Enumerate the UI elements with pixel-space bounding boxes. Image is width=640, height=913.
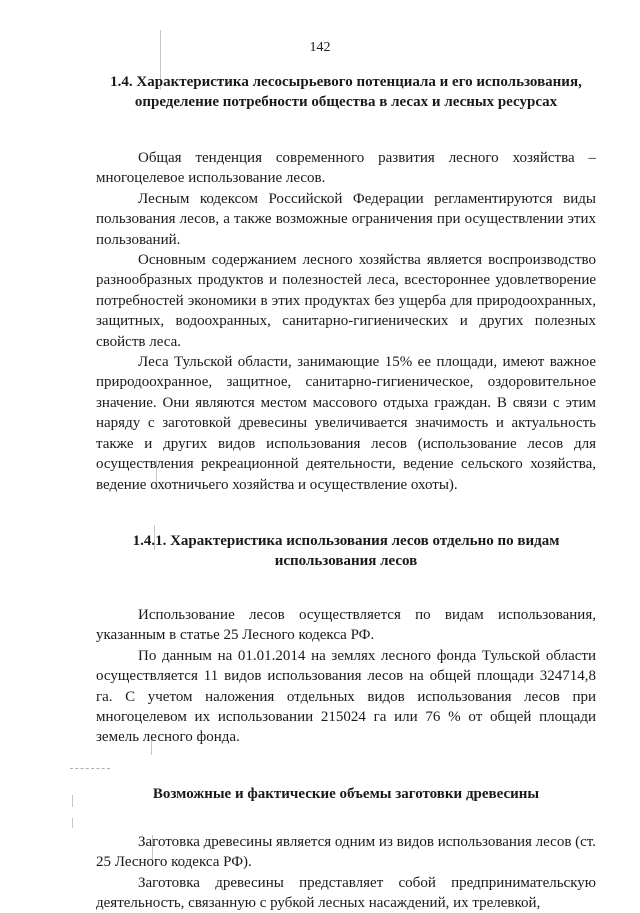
section-1-4-1-heading: 1.4.1. Характеристика использования лесов отдельно по видам использования лесов (132, 532, 560, 569)
paragraph: По данным на 01.01.2014 на землях лесного фонда Тульской области осуществляется 11 видов использования лесов на общей площади 324714,8 га. С учетом наложения отдельных видов использования лесов при многоцелевом их использовании 215024 га или 76 % от общей площади земель лесного фонда. (96, 647, 596, 746)
timber-volumes-heading: Возможные и фактические объемы заготовки древесины (152, 785, 540, 802)
paragraph: Заготовка древесины является одним из видов использования лесов (ст. 25 Лесного кодекса РФ). (96, 833, 596, 871)
document-content (96, 72, 596, 913)
section-1-4-heading: 1.4. Характеристика лесосырьевого потенциала и его использования, определение потребности общества в лесах и лесных ресурсах (110, 74, 582, 110)
scan-artifact-line (72, 795, 73, 807)
section-1-4-body (96, 148, 596, 495)
timber-volumes-body (96, 832, 596, 913)
paragraph: Лесным кодексом Российской Федерации регламентируются виды пользования лесов, а также возможные ограничения при осуществлении этих пользований. (96, 190, 596, 248)
section-1-4-1-body (96, 605, 596, 748)
paragraph: Общая тенденция современного развития лесного хозяйства – многоцелевое использование лесов. (96, 150, 596, 187)
page-number: 142 (309, 40, 331, 55)
paragraph: Леса Тульской области, занимающие 15% ее площади, имеют важное природоохранное, защитное, санитарно-гигиеническое, оздоровительное значение. Они являются местом массового отдыха граждан. В связи с этим наряду с заготовкой древесины увеличивается значимость и актуальность также и других видов использования лесов (использование лесов для осуществления рекреационной деятельности, ведение сельского хозяйства, ведение охотничьего хозяйства и осуществление охоты). (96, 354, 596, 493)
paragraph: Основным содержанием лесного хозяйства является воспроизводство разнообразных продуктов и полезностей леса, всестороннее удовлетворение потребностей экономики в этих продуктах без ущерба для природоохранных, защитных, водоохранных, санитарно-гигиенических и других полезных свойств леса. (96, 252, 596, 350)
scan-artifact-line (72, 818, 73, 828)
paragraph: Использование лесов осуществляется по видам использования, указанным в статье 25 Лесного кодекса РФ. (96, 606, 596, 644)
paragraph: Заготовка древесины представляет собой предпринимательскую деятельность, связанную с рубкой лесных насаждений, их трелевкой, (96, 874, 596, 911)
